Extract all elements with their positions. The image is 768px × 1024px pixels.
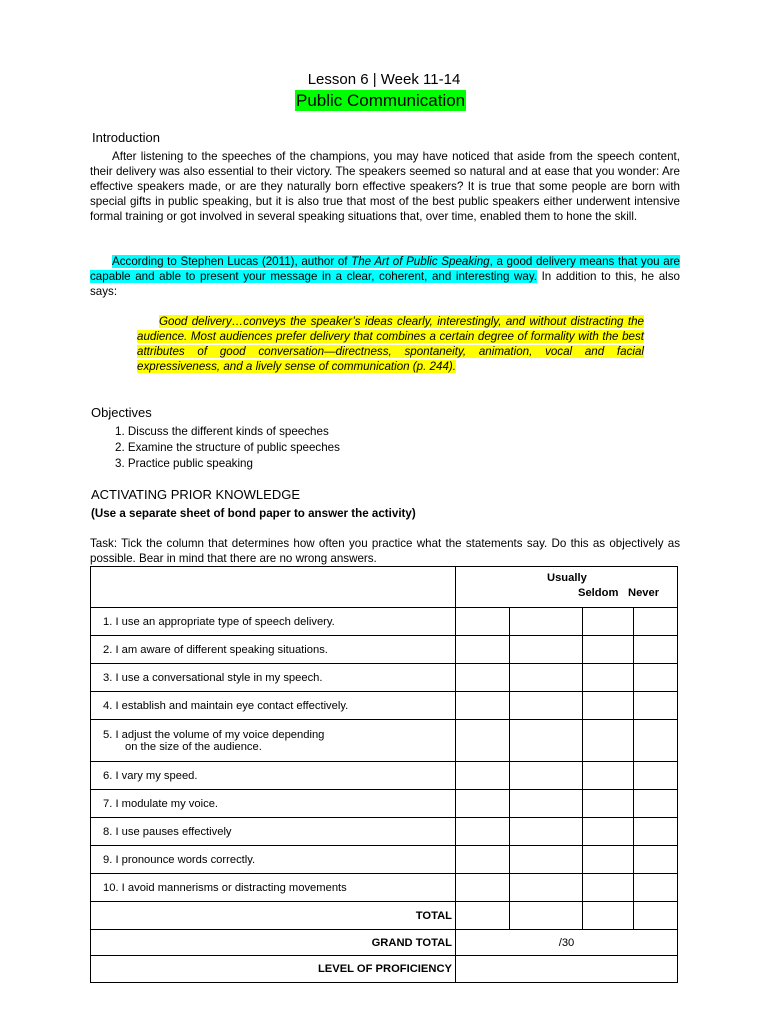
tick-cell[interactable]: [583, 762, 634, 790]
quote-text: Good delivery…conveys the speaker’s ideas clearly, interestingly, and without distracting the audience. Most audiences prefer delivery that combines a certain degree of formality with the best attributes of good conversation—directness, spontaneity, animation, vocal and facial expressiveness, and a lively sense of communication (p. 244).: [137, 315, 644, 373]
column-never: Never: [628, 587, 660, 599]
tick-cell[interactable]: [510, 608, 583, 636]
total-row: [91, 902, 678, 930]
tick-cell[interactable]: [634, 720, 678, 762]
table-row: [91, 664, 678, 692]
tick-cell[interactable]: [456, 818, 510, 846]
tick-cell[interactable]: [583, 608, 634, 636]
introduction-paragraph: After listening to the speeches of the champions, you may have noticed that aside from the speech content, their delivery was also essential to their victory. The speakers seemed so natural and at ease that you wonder: Are effective speakers made, or are they naturally born effective speakers? It is true that some people are born with special gifts in public speaking, but it is also true that most of the best public speakers either underwent intensive formal training or got involved in several speaking situations that, over time, enabled them to hone the skill.: [90, 150, 680, 223]
tick-cell[interactable]: [634, 874, 678, 902]
objective-item: 2. Examine the structure of public speeches: [115, 441, 340, 454]
total-cell[interactable]: [583, 902, 634, 930]
tick-cell[interactable]: [510, 664, 583, 692]
objectives-list: [115, 424, 340, 472]
statement-line-2: on the size of the audience.: [125, 740, 262, 753]
activity-instruction: (Use a separate sheet of bond paper to answer the activity): [91, 507, 416, 520]
tick-cell[interactable]: [583, 846, 634, 874]
tick-cell[interactable]: [583, 664, 634, 692]
total-cell[interactable]: [510, 902, 583, 930]
activity-task: Task: Tick the column that determines how often you practice what the statements say. Do this as objectively as possible. Bear in mind that there are no wrong answers.: [90, 537, 680, 565]
block-quote: [137, 314, 644, 374]
table-header-row: [91, 567, 678, 608]
activity-heading: ACTIVATING PRIOR KNOWLEDGE: [91, 487, 300, 502]
statement-cell: 7. I modulate my voice.: [91, 790, 456, 818]
tick-cell[interactable]: [583, 636, 634, 664]
table-row: [91, 636, 678, 664]
tick-cell[interactable]: [634, 692, 678, 720]
grand-total-row: [91, 930, 678, 956]
tick-cell[interactable]: [456, 664, 510, 692]
tick-cell[interactable]: [510, 874, 583, 902]
self-assessment-table: [90, 566, 678, 983]
proficiency-value[interactable]: [456, 956, 678, 983]
tick-cell[interactable]: [510, 818, 583, 846]
grand-total-value[interactable]: /30: [456, 930, 678, 956]
tick-cell[interactable]: [583, 818, 634, 846]
tick-cell[interactable]: [634, 846, 678, 874]
objective-item: 3. Practice public speaking: [115, 457, 253, 470]
table-row: [91, 720, 678, 762]
column-seldom: Seldom: [578, 587, 619, 599]
statement-cell: 4. I establish and maintain eye contact effectively.: [91, 692, 456, 720]
header-frequency-cell: [456, 567, 678, 608]
tick-cell[interactable]: [456, 790, 510, 818]
lucas-paragraph: [90, 254, 680, 299]
table-row: [91, 874, 678, 902]
grand-total-label: GRAND TOTAL: [91, 930, 456, 956]
tick-cell[interactable]: [456, 874, 510, 902]
introduction-heading: Introduction: [92, 130, 160, 145]
tick-cell[interactable]: [510, 720, 583, 762]
page-title: Public Communication: [296, 91, 466, 110]
table-row: [91, 790, 678, 818]
statement-cell: 8. I use pauses effectively: [91, 818, 456, 846]
tick-cell[interactable]: [634, 636, 678, 664]
total-cell[interactable]: [456, 902, 510, 930]
tick-cell[interactable]: [510, 636, 583, 664]
definition-text-1: According to Stephen Lucas (2011), author of: [112, 255, 352, 268]
tick-cell[interactable]: [583, 692, 634, 720]
total-label: TOTAL: [91, 902, 456, 930]
tick-cell[interactable]: [510, 790, 583, 818]
tick-cell[interactable]: [456, 608, 510, 636]
statement-cell: 2. I am aware of different speaking situations.: [91, 636, 456, 664]
column-usually: Usually: [547, 572, 587, 584]
table-row: [91, 608, 678, 636]
tick-cell[interactable]: [456, 762, 510, 790]
tick-cell[interactable]: [634, 790, 678, 818]
table-row: [91, 818, 678, 846]
tick-cell[interactable]: [634, 762, 678, 790]
objectives-heading: Objectives: [91, 405, 152, 420]
statement-cell: [91, 720, 456, 762]
tick-cell[interactable]: [456, 636, 510, 664]
tick-cell[interactable]: [583, 874, 634, 902]
header-blank-cell: [91, 567, 456, 608]
tick-cell[interactable]: [510, 762, 583, 790]
objective-item: 1. Discuss the different kinds of speeches: [115, 425, 329, 438]
tick-cell[interactable]: [456, 692, 510, 720]
tick-cell[interactable]: [510, 846, 583, 874]
definition-followup: In addition to this, he also says:: [90, 270, 680, 298]
book-title: The Art of Public Speaking: [351, 255, 490, 268]
statement-line-1: 5. I adjust the volume of my voice depending: [103, 728, 325, 741]
statement-cell: 3. I use a conversational style in my speech.: [91, 664, 456, 692]
statement-cell: 1. I use an appropriate type of speech delivery.: [91, 608, 456, 636]
tick-cell[interactable]: [634, 664, 678, 692]
tick-cell[interactable]: [583, 790, 634, 818]
definition-text-2: , a good delivery means that you are capable and able to present your message in a clear, coherent, and interesting way.: [90, 255, 681, 283]
tick-cell[interactable]: [510, 692, 583, 720]
table-row: [91, 846, 678, 874]
lesson-heading: Lesson 6 | Week 11-14: [307, 71, 461, 88]
tick-cell[interactable]: [583, 720, 634, 762]
tick-cell[interactable]: [456, 846, 510, 874]
statement-cell: 9. I pronounce words correctly.: [91, 846, 456, 874]
proficiency-row: [91, 956, 678, 983]
tick-cell[interactable]: [634, 608, 678, 636]
total-cell[interactable]: [634, 902, 678, 930]
statement-cell: 6. I vary my speed.: [91, 762, 456, 790]
table-row: [91, 692, 678, 720]
table-row: [91, 762, 678, 790]
tick-cell[interactable]: [456, 720, 510, 762]
proficiency-label: LEVEL OF PROFICIENCY: [91, 956, 456, 983]
statement-cell: 10. I avoid mannerisms or distracting movements: [91, 874, 456, 902]
tick-cell[interactable]: [634, 818, 678, 846]
